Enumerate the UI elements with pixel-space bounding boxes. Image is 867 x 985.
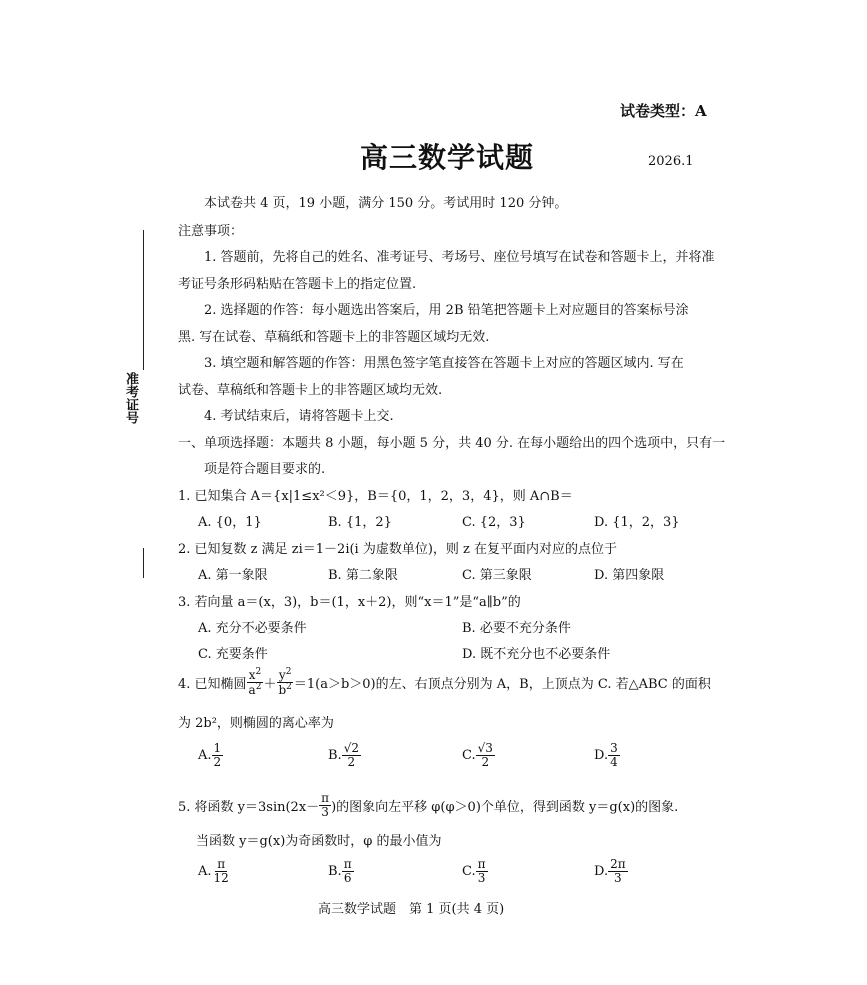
question-1-option-d: D. {1，2，3} bbox=[594, 515, 680, 530]
option-label: A. bbox=[198, 748, 212, 764]
question-3-stem: 3. 若向量 a＝(x，3)，b＝(1，x＋2)，则“x＝1”是“a∥b”的 bbox=[178, 595, 521, 610]
notice-item-2-line-2: 黑. 写在试卷、草稿纸和答题卡上的非答题区域均无效. bbox=[178, 330, 490, 345]
pi-over-three: $\frac{\pi}{3}$ bbox=[321, 791, 330, 820]
question-3-option-b: B. 必要不充分条件 bbox=[462, 621, 571, 636]
option-fraction: $\frac{√2}{2}$ bbox=[343, 741, 359, 770]
question-5-option-a bbox=[198, 858, 231, 885]
option-fraction: $\frac{√3}{2}$ bbox=[477, 741, 493, 770]
candidate-number-label: 准考证号 bbox=[123, 372, 138, 424]
option-label: C. bbox=[462, 748, 476, 764]
question-4-line-2: 为 2b²，则椭圆的离心率为 bbox=[178, 716, 334, 731]
question-5-line-2: 当函数 y＝g(x)为奇函数时，φ 的最小值为 bbox=[196, 834, 442, 849]
question-5-stem-suffix: )的图象向左平移 φ(φ＞0)个单位，得到函数 y＝g(x)的图象. bbox=[331, 800, 679, 816]
option-fraction: $\frac{\pi}{6}$ bbox=[343, 857, 352, 886]
option-label: D. bbox=[594, 748, 609, 764]
option-fraction: $\frac{\pi}{3}$ bbox=[477, 857, 486, 886]
paper-type: 试卷类型：A bbox=[620, 102, 707, 120]
notice-item-1-line-2: 考证号条形码粘贴在答题卡上的指定位置. bbox=[178, 277, 417, 292]
question-5-stem bbox=[178, 792, 678, 819]
question-3-option-c: C. 充要条件 bbox=[198, 647, 268, 662]
page-footer: 高三数学试题 第 1 页(共 4 页) bbox=[318, 902, 505, 917]
question-5-option-c bbox=[462, 858, 488, 885]
question-2-option-b: B. 第二象限 bbox=[328, 568, 398, 583]
section-1-heading-line-2: 项是符合题目要求的. bbox=[204, 462, 326, 477]
option-fraction: $\frac{1}{2}$ bbox=[213, 741, 222, 770]
section-1-heading-line-1: 一、单项选择题：本题共 8 小题，每小题 5 分，共 40 分. 在每小题给出的四个选项中，只有一 bbox=[178, 436, 726, 451]
question-2-option-c: C. 第三象限 bbox=[462, 568, 532, 583]
ellipse-x-term: $\frac{x^2}{a^2}$ bbox=[248, 667, 262, 698]
exam-date: 2026.1 bbox=[648, 154, 694, 169]
question-5-option-b bbox=[328, 858, 354, 885]
question-1-option-c: C. {2，3} bbox=[462, 515, 526, 530]
question-4-option-b bbox=[328, 742, 361, 769]
option-label: D. bbox=[594, 864, 609, 880]
notice-item-1-line-1: 1. 答题前，先将自己的姓名、准考证号、考场号、座位号填写在试卷和答题卡上，并将准 bbox=[204, 250, 715, 265]
question-5-stem-prefix: 5. 将函数 y＝3sin(2x－ bbox=[178, 800, 320, 816]
option-fraction: $\frac{\pi}{12}$ bbox=[213, 857, 229, 886]
question-2-stem: 2. 已知复数 z 满足 zi＝1－2i(i 为虚数单位)，则 z 在复平面内对应的点位于 bbox=[178, 542, 618, 557]
binding-line-upper bbox=[143, 230, 144, 370]
notice-item-4: 4. 考试结束后，请将答题卡上交. bbox=[204, 409, 394, 424]
question-3-option-d: D. 既不充分也不必要条件 bbox=[462, 647, 611, 662]
option-label: B. bbox=[328, 748, 342, 764]
question-5-option-d bbox=[594, 858, 628, 885]
question-4-option-a bbox=[198, 742, 223, 769]
question-2-option-a: A. 第一象限 bbox=[198, 568, 268, 583]
page-title: 高三数学试题 bbox=[360, 141, 535, 174]
question-1-option-a: A. {0，1} bbox=[198, 515, 262, 530]
ellipse-y-term: $\frac{y^2}{b^2}$ bbox=[278, 667, 292, 698]
option-label: B. bbox=[328, 864, 342, 880]
option-fraction: $\frac{3}{4}$ bbox=[610, 741, 618, 770]
question-4-option-c bbox=[462, 742, 495, 769]
question-4-option-d bbox=[594, 742, 620, 769]
option-label: A. bbox=[198, 864, 212, 880]
notice-item-3-line-2: 试卷、草稿纸和答题卡上的非答题区域均无效. bbox=[178, 383, 443, 398]
question-4-stem-suffix: ＝1(a＞b＞0)的左、右顶点分别为 A，B，上顶点为 C. 若△ABC 的面积 bbox=[293, 677, 711, 693]
notice-item-2-line-1: 2. 选择题的作答：每小题选出答案后，用 2B 铅笔把答题卡上对应题目的答案标号涂 bbox=[204, 303, 689, 318]
plus-sign: ＋ bbox=[263, 677, 277, 693]
question-2-option-d: D. 第四象限 bbox=[594, 568, 665, 583]
question-4-stem bbox=[178, 668, 711, 697]
notice-item-3-line-1: 3. 填空题和解答题的作答：用黑色签字笔直接答在答题卡上对应的答题区域内. 写在 bbox=[204, 356, 684, 371]
option-fraction: $\frac{2\pi}{3}$ bbox=[610, 857, 626, 886]
exam-intro: 本试卷共 4 页，19 小题，满分 150 分。考试用时 120 分钟。 bbox=[204, 196, 568, 211]
notice-heading: 注意事项： bbox=[178, 224, 244, 239]
binding-line-lower bbox=[143, 548, 144, 578]
question-3-option-a: A. 充分不必要条件 bbox=[198, 621, 307, 636]
question-1-option-b: B. {1，2} bbox=[328, 515, 392, 530]
question-4-stem-prefix: 4. 已知椭圆 bbox=[178, 677, 247, 693]
question-1-stem: 1. 已知集合 A＝{x|1≤x²＜9}，B＝{0，1，2，3，4}，则 A∩B＝ bbox=[178, 489, 573, 504]
option-label: C. bbox=[462, 864, 476, 880]
